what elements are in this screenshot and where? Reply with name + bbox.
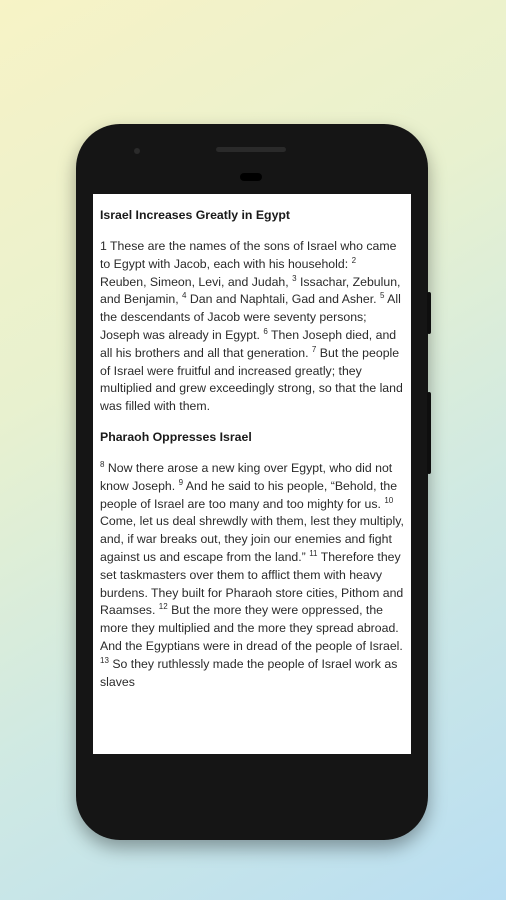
verse-number: 9 bbox=[178, 477, 184, 487]
verse-number: 10 bbox=[384, 495, 394, 505]
verse-number: 12 bbox=[158, 602, 168, 612]
verse-text: So they ruthlessly made the people of Israel work as slaves bbox=[100, 656, 398, 689]
section-heading: Pharaoh Oppresses Israel bbox=[100, 429, 252, 444]
verse-text: And he said to his people, “Behold, the people of Israel are too many and too mighty for us. bbox=[100, 478, 398, 511]
verse-text: All the descendants of Jacob were seventy persons; Joseph was already in Egypt. bbox=[100, 292, 401, 342]
power-button bbox=[427, 292, 431, 334]
verse-text: 1 These are the names of the sons of Israel who came to Egypt with Jacob, each with his household: bbox=[100, 239, 397, 271]
phone-frame bbox=[76, 124, 428, 840]
verse-text: Reuben, Simeon, Levi, and Judah, bbox=[100, 274, 293, 289]
reader-screen[interactable] bbox=[93, 194, 411, 754]
verse-number: 13 bbox=[100, 655, 109, 665]
verse-text: But the people of Israel were fruitful and increased greatly; they multiplied and grew exceedingly strong, so that the land was filled with them. bbox=[100, 345, 403, 414]
verse-text: Dan and Naphtali, Gad and Asher. bbox=[186, 292, 380, 307]
verse-text: Then Joseph died, and all his brothers and all that generation. bbox=[100, 327, 397, 360]
scripture-paragraph bbox=[100, 460, 404, 691]
verse-number: 5 bbox=[379, 291, 385, 301]
verse-number: 6 bbox=[263, 326, 268, 336]
verse-number: 3 bbox=[292, 273, 297, 283]
verse-number: 4 bbox=[182, 291, 187, 301]
earpiece-speaker bbox=[216, 147, 286, 152]
scripture-content bbox=[93, 194, 411, 691]
verse-text: Therefore they set taskmasters over them to afflict them with heavy burdens. They built for Pharaoh store cities, Pithom and Raamses. bbox=[100, 549, 404, 618]
verse-text: Now there arose a new king over Egypt, who did not know Joseph. bbox=[100, 460, 393, 493]
verse-number: 8 bbox=[100, 459, 105, 469]
proximity-sensor bbox=[240, 173, 262, 181]
verse-number: 11 bbox=[309, 548, 318, 558]
volume-button bbox=[427, 392, 431, 474]
verse-number: 7 bbox=[311, 344, 317, 354]
verse-text: But the more they were oppressed, the more they multiplied and the more they spread abroad. And the Egyptians were in dread of the people of Israel. bbox=[100, 603, 403, 653]
verse-number: 2 bbox=[351, 255, 357, 265]
verse-text: Come, let us deal shrewdly with them, lest they multiply, and, if war breaks out, they join our enemies and fight against us and escape from the land.” bbox=[100, 514, 404, 564]
front-camera-icon bbox=[134, 148, 140, 154]
section-heading: Israel Increases Greatly in Egypt bbox=[100, 208, 291, 222]
verse-text: Issachar, Zebulun, and Benjamin, bbox=[100, 274, 401, 307]
scripture-paragraph bbox=[100, 238, 404, 416]
